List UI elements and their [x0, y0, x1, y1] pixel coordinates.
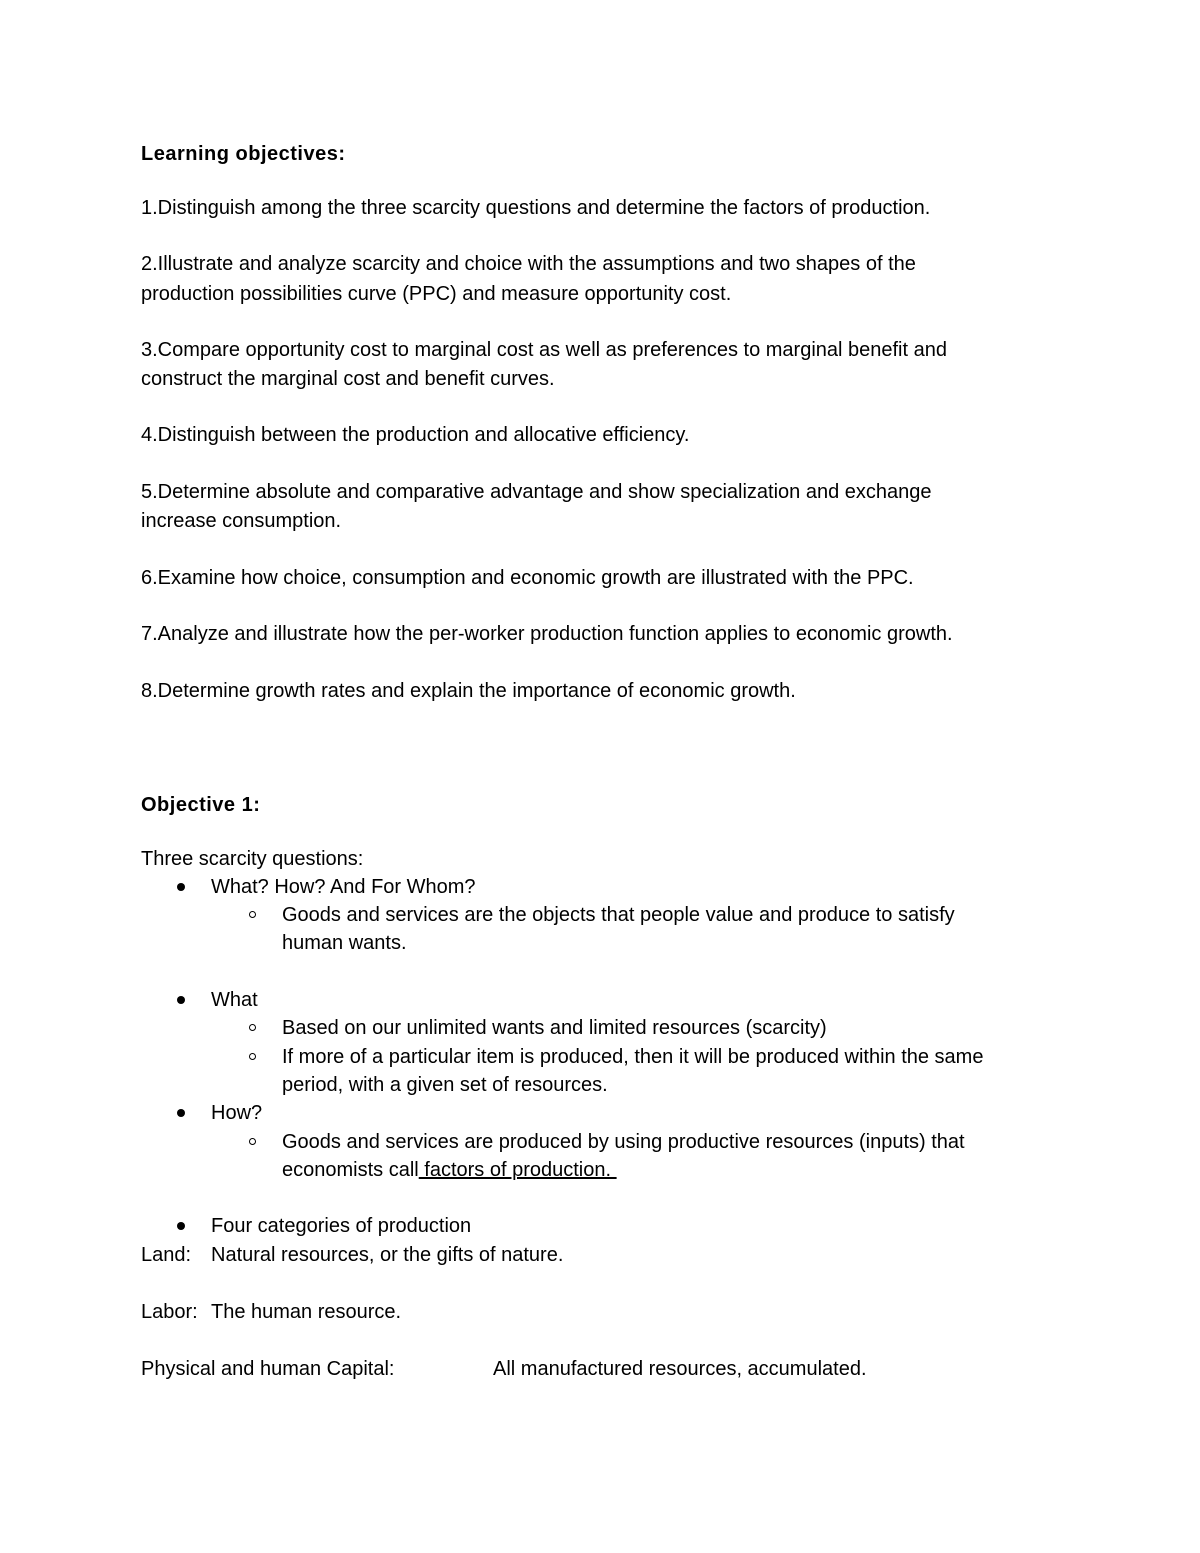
objective-item-2-line-2: production possibilities curve (PPC) and measure opportunity cost.: [141, 283, 732, 305]
bullet-circle-icon: [249, 1053, 256, 1060]
sub-bullet-more-produced-line-1: If more of a particular item is produced, then it will be produced within the same: [282, 1046, 984, 1068]
objective-item-4-line-1: 4.Distinguish between the production and allocative efficiency.: [141, 424, 690, 446]
sub-bullet-goods-services-line-2: human wants.: [282, 932, 407, 954]
bullet-four-categories: Four categories of production: [211, 1215, 472, 1237]
objective-item-2-line-1: 2.Illustrate and analyze scarcity and choice with the assumptions and two shapes of the: [141, 253, 916, 275]
bullet-how: How?: [211, 1102, 263, 1124]
category-labor-definition: The human resource.: [211, 1301, 402, 1323]
objective-item-8-line-1: 8.Determine growth rates and explain the importance of economic growth.: [141, 680, 796, 702]
bullet-circle-icon: [249, 911, 256, 918]
objective-item-3-line-1: 3.Compare opportunity cost to marginal cost as well as preferences to marginal benefit and: [141, 339, 947, 361]
sub-bullet-goods-services-line-1: Goods and services are the objects that people value and produce to satisfy: [282, 904, 955, 926]
bullet-disc-icon: [177, 996, 185, 1004]
bullet-disc-icon: [177, 1109, 185, 1117]
learning-objectives-heading: Learning objectives:: [141, 143, 346, 165]
scarcity-questions-intro: Three scarcity questions:: [141, 848, 364, 870]
objective-1-heading: Objective 1:: [141, 794, 261, 816]
objective-item-7-line-1: 7.Analyze and illustrate how the per-worker production function applies to economic growth.: [141, 623, 953, 645]
category-labor-term: Labor:: [141, 1301, 198, 1323]
economists-call-text: economists call: [282, 1159, 419, 1181]
bullet-what: What: [211, 989, 258, 1011]
sub-bullet-productive-resources-line-2: [282, 1156, 617, 1184]
sub-bullet-more-produced-line-2: period, with a given set of resources.: [282, 1074, 608, 1096]
objective-item-5-line-2: increase consumption.: [141, 510, 342, 532]
bullet-circle-icon: [249, 1024, 256, 1031]
sub-bullet-unlimited-wants: Based on our unlimited wants and limited resources (scarcity): [282, 1017, 827, 1039]
category-land-definition: Natural resources, or the gifts of nature.: [211, 1244, 564, 1266]
category-capital-definition: All manufactured resources, accumulated.: [493, 1358, 867, 1380]
bullet-disc-icon: [177, 883, 185, 891]
sub-bullet-productive-resources-line-1: Goods and services are produced by using productive resources (inputs) that: [282, 1131, 965, 1153]
bullet-what-how-whom: What? How? And For Whom?: [211, 876, 476, 898]
bullet-circle-icon: [249, 1138, 256, 1145]
objective-item-1-line-1: 1.Distinguish among the three scarcity questions and determine the factors of production.: [141, 197, 931, 219]
bullet-disc-icon: [177, 1222, 185, 1230]
factors-of-production-term: factors of production.: [418, 1159, 617, 1181]
objective-item-5-line-1: 5.Determine absolute and comparative advantage and show specialization and exchange: [141, 481, 932, 503]
objective-item-3-line-2: construct the marginal cost and benefit curves.: [141, 368, 555, 390]
category-capital-term: Physical and human Capital:: [141, 1358, 395, 1380]
category-land-term: Land:: [141, 1244, 192, 1266]
objective-item-6-line-1: 6.Examine how choice, consumption and economic growth are illustrated with the PPC.: [141, 567, 914, 589]
